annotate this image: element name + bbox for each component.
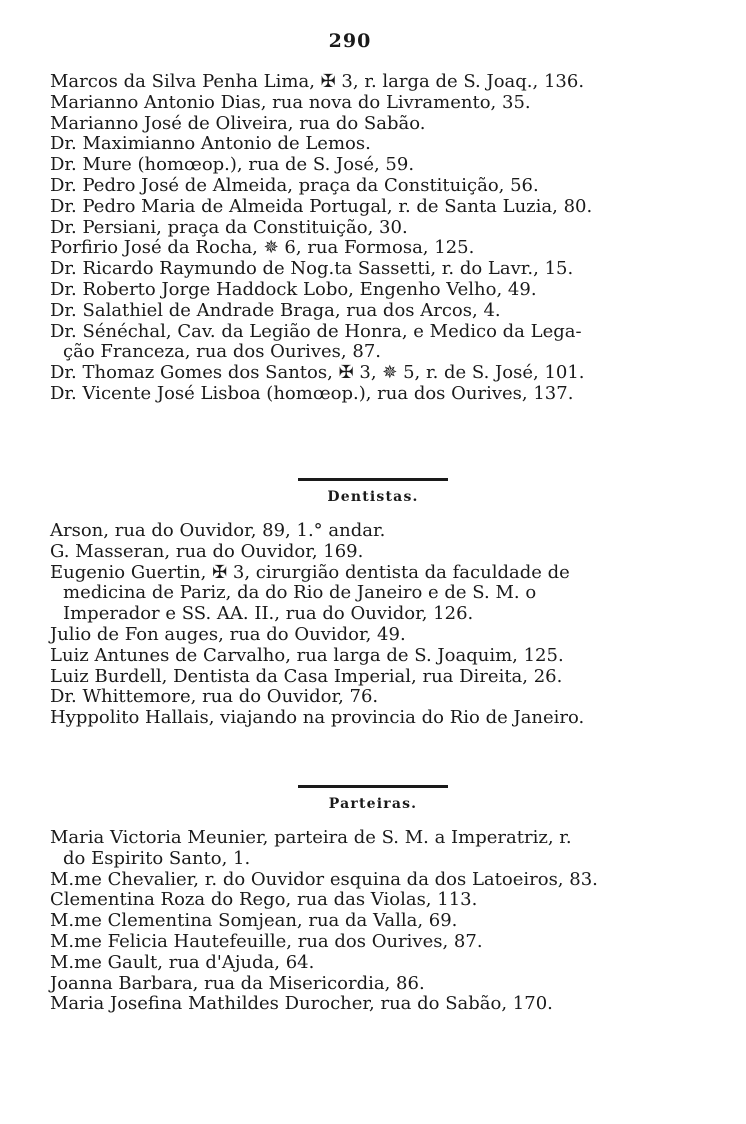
midwives-title: Parteiras.	[328, 796, 418, 812]
entry-line: Luiz Antunes de Carvalho, rua larga de S. Joaquim, 125.	[50, 644, 564, 666]
directory-entry	[50, 932, 650, 953]
directory-entry	[50, 155, 650, 176]
entry-line: Dr. Pedro Maria de Almeida Portugal, r. de Santa Luzia, 80.	[50, 195, 593, 217]
directory-entry	[50, 72, 650, 93]
entry-line: Clementina Roza do Rego, rua das Violas, 113.	[50, 889, 478, 911]
dentists-header	[0, 478, 746, 505]
midwives-list	[50, 828, 650, 1015]
entry-line: Dr. Roberto Jorge Haddock Lobo, Engenho Velho, 49.	[50, 278, 537, 300]
page-number: 290	[328, 30, 372, 52]
entry-line: Dr. Whittemore, rua do Ouvidor, 76.	[50, 686, 379, 708]
directory-entry	[50, 238, 650, 259]
entry-line: Dr. Ricardo Raymundo de Nog.ta Sassetti, r. do Lavr., 15.	[50, 258, 574, 280]
entry-line: M.me Felicia Hautefeuille, rua dos Ourives, 87.	[50, 930, 483, 952]
directory-entry	[50, 687, 650, 708]
directory-entry	[50, 197, 650, 218]
directory-entry	[50, 828, 650, 870]
entry-line: Dr. Thomaz Gomes dos Santos, ✠ 3, ✵ 5, r. de S. José, 101.	[50, 362, 585, 384]
entry-continuation-line: do Espirito Santo, 1.	[63, 847, 251, 869]
entry-line: M.me Clementina Somjean, rua da Valla, 69.	[50, 910, 458, 932]
entry-line: Dr. Mure (homœop.), rua de S. José, 59.	[50, 154, 415, 176]
directory-entry	[50, 542, 650, 563]
directory-entry	[50, 870, 650, 891]
entry-line: Marcos da Silva Penha Lima, ✠ 3, r. larga de S. Joaq., 136.	[50, 71, 585, 92]
entry-line: G. Masseran, rua do Ouvidor, 169.	[50, 540, 364, 562]
directory-entry	[50, 218, 650, 239]
directory-entry	[50, 521, 650, 542]
entry-line: Hyppolito Hallais, viajando na provincia do Rio de Janeiro.	[50, 707, 585, 729]
entry-line: Marianno Antonio Dias, rua nova do Livramento, 35.	[50, 91, 531, 113]
directory-entry	[50, 176, 650, 197]
section-divider	[298, 785, 448, 788]
directory-entry	[50, 384, 650, 405]
directory-entry	[50, 134, 650, 155]
entry-line: M.me Chevalier, r. do Ouvidor esquina da dos Latoeiros, 83.	[50, 868, 598, 890]
section-divider	[298, 478, 448, 481]
entry-line: Arson, rua do Ouvidor, 89, 1.° andar.	[50, 520, 386, 541]
midwives-header	[0, 785, 746, 812]
entry-line: Porfirio José da Rocha, ✵ 6, rua Formosa, 125.	[50, 237, 475, 259]
directory-entry	[50, 890, 650, 911]
physicians-list	[50, 72, 650, 405]
directory-entry	[50, 974, 650, 995]
directory-entry	[50, 708, 650, 729]
directory-entry	[50, 911, 650, 932]
entry-line: Julio de Fon auges, rua do Ouvidor, 49.	[50, 623, 406, 645]
entry-continuation-line: Imperador e SS. AA. II., rua do Ouvidor, 126.	[63, 603, 474, 625]
entry-continuation-line: ção Franceza, rua dos Ourives, 87.	[63, 341, 381, 363]
entry-line: Maria Victoria Meunier, parteira de S. M. a Imperatriz, r.	[50, 827, 572, 848]
dentists-list	[50, 521, 650, 729]
directory-entry	[50, 563, 650, 625]
entry-line: Marianno José de Oliveira, rua do Sabão.	[50, 112, 426, 134]
entry-line: M.me Gault, rua d'Ajuda, 64.	[50, 951, 315, 973]
directory-entry	[50, 953, 650, 974]
directory-entry	[50, 994, 650, 1015]
entry-line: Dr. Sénéchal, Cav. da Legião de Honra, e Medico da Lega-	[50, 320, 582, 342]
directory-entry	[50, 363, 650, 384]
directory-entry	[50, 322, 650, 364]
entry-line: Eugenio Guertin, ✠ 3, cirurgião dentista da faculdade de	[50, 561, 570, 583]
directory-entry	[50, 93, 650, 114]
directory-entry	[50, 280, 650, 301]
entry-line: Dr. Salathiel de Andrade Braga, rua dos Arcos, 4.	[50, 299, 501, 321]
entry-line: Maria Josefina Mathildes Durocher, rua do Sabão, 170.	[50, 993, 553, 1015]
directory-entry	[50, 114, 650, 135]
entry-line: Dr. Persiani, praça da Constituição, 30.	[50, 216, 408, 238]
directory-entry	[50, 301, 650, 322]
entry-line: Dr. Pedro José de Almeida, praça da Constituição, 56.	[50, 174, 539, 196]
entry-line: Joanna Barbara, rua da Misericordia, 86.	[50, 972, 425, 994]
directory-entry	[50, 259, 650, 280]
entry-line: Dr. Maximianno Antonio de Lemos.	[50, 133, 371, 155]
entry-continuation-line: medicina de Pariz, da do Rio de Janeiro e de S. M. o	[63, 582, 537, 604]
entry-line: Luiz Burdell, Dentista da Casa Imperial, rua Direita, 26.	[50, 665, 563, 687]
directory-entry	[50, 646, 650, 667]
entry-line: Dr. Vicente José Lisboa (homœop.), rua dos Ourives, 137.	[50, 382, 574, 404]
dentists-title: Dentistas.	[327, 489, 419, 505]
directory-entry	[50, 625, 650, 646]
directory-entry	[50, 667, 650, 688]
